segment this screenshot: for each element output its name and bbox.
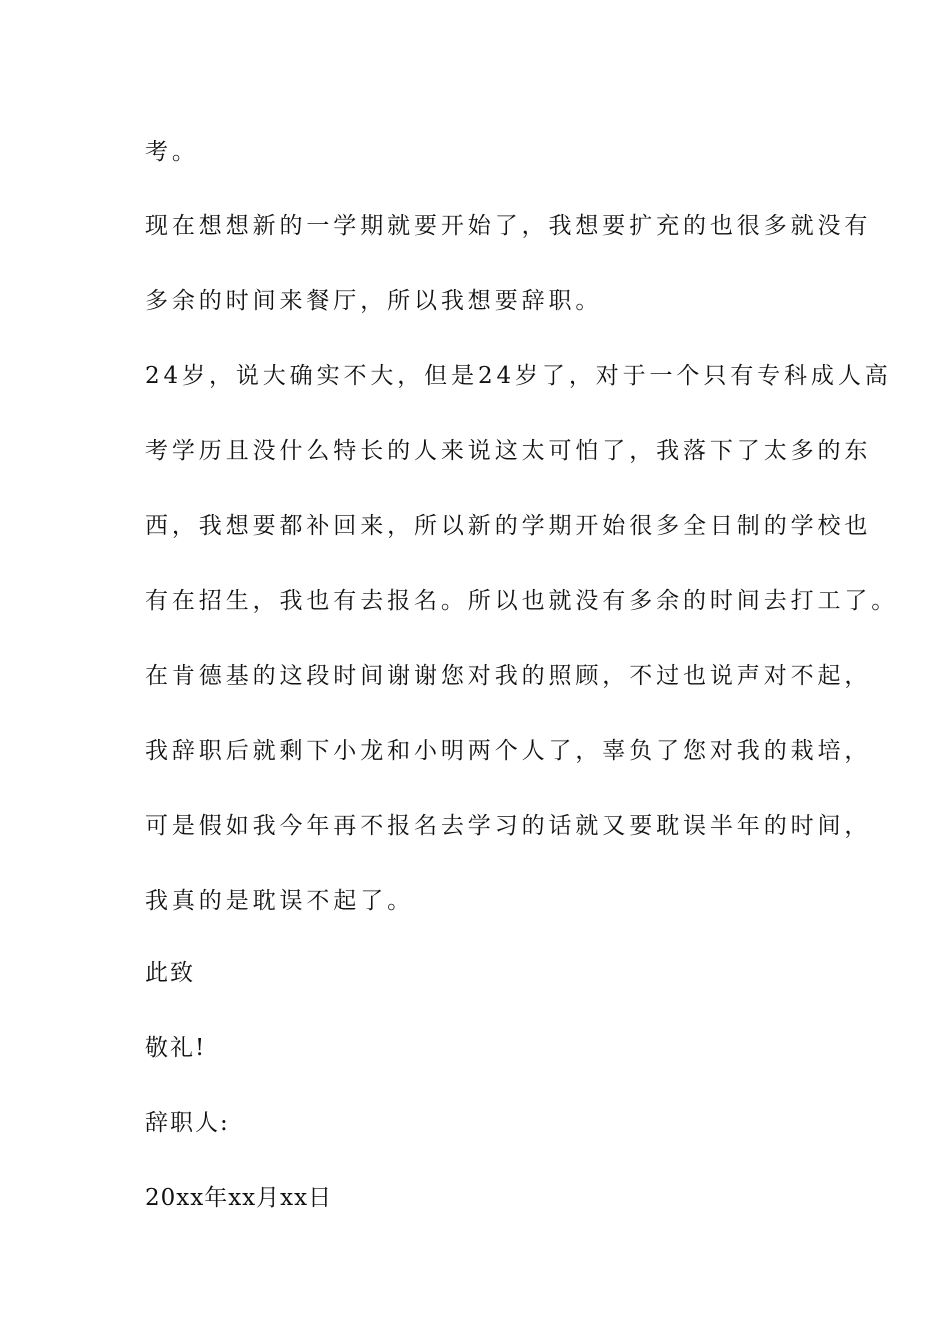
body-line: 在肯德基的这段时间谢谢您对我的照顾，不过也说声对不起， bbox=[145, 663, 872, 689]
body-line: 现在想想新的一学期就要开始了，我想要扩充的也很多就没有 bbox=[145, 213, 872, 239]
body-line: 可是假如我今年再不报名去学习的话就又要耽误半年的时间， bbox=[145, 813, 872, 839]
signature-label: 辞职人: bbox=[145, 1110, 230, 1136]
body-line: 考学历且没什么特长的人来说这太可怕了，我落下了太多的东 bbox=[145, 438, 872, 464]
closing-regards: 敬礼! bbox=[145, 1035, 207, 1061]
date-line: 20xx年xx月xx日 bbox=[145, 1185, 333, 1211]
body-line: 考。 bbox=[145, 139, 199, 165]
body-line: 24岁，说大确实不大，但是24岁了，对于一个只有专科成人高 bbox=[145, 363, 892, 389]
closing-salutation: 此致 bbox=[145, 960, 195, 986]
body-line: 我真的是耽误不起了。 bbox=[145, 888, 414, 914]
body-line: 有在招生，我也有去报名。所以也就没有多余的时间去打工了。 bbox=[145, 588, 899, 614]
body-line: 西，我想要都补回来，所以新的学期开始很多全日制的学校也 bbox=[145, 513, 872, 539]
body-line: 我辞职后就剩下小龙和小明两个人了，辜负了您对我的栽培， bbox=[145, 738, 872, 764]
body-line: 多余的时间来餐厅，所以我想要辞职。 bbox=[145, 288, 603, 314]
